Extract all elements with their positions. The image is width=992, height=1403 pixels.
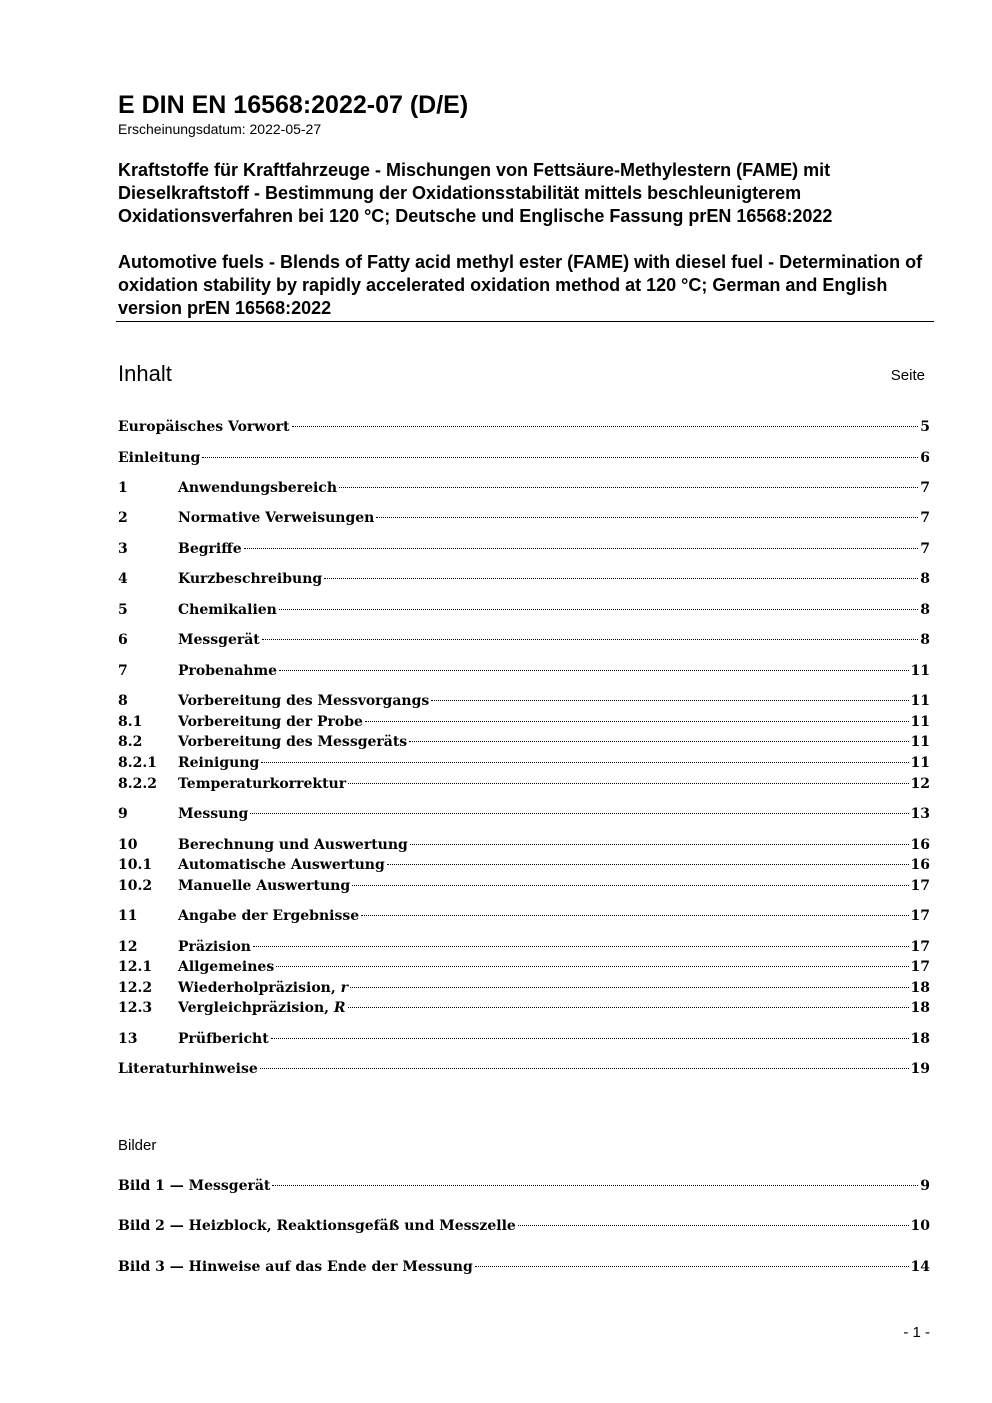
toc-entry-symbol: r — [340, 980, 348, 996]
toc-entry-number: 7 — [118, 663, 128, 679]
toc-entry[interactable] — [118, 732, 930, 752]
toc-entry-number: 8.2.1 — [118, 755, 157, 771]
toc-entry-number: 1 — [118, 480, 128, 496]
toc-entry-title: Chemikalien — [178, 602, 277, 618]
toc-entry[interactable] — [118, 661, 930, 681]
toc-entry-number: 12.2 — [118, 980, 153, 996]
toc-entry-number: 4 — [118, 571, 128, 587]
figures-heading: Bilder — [118, 1137, 157, 1154]
toc-entry-title: Einleitung — [118, 450, 201, 466]
toc-entry-title: Wiederholpräzision, r — [178, 980, 348, 996]
dot-leader — [376, 517, 918, 518]
title-english: Automotive fuels - Blends of Fatty acid methyl ester (FAME) with diesel fuel - Determination of oxidation stability by rapidly accelerated oxidation method at 120 °C; German and English version prEN 16568:2022 — [118, 252, 923, 318]
toc-entry-page: 13 — [910, 806, 930, 822]
toc-entry[interactable] — [118, 691, 930, 711]
dot-leader — [387, 864, 909, 865]
toc-entry[interactable] — [118, 478, 930, 498]
toc-entry-page: 17 — [910, 939, 930, 955]
toc-entry[interactable] — [118, 448, 930, 468]
toc-entry-number: 8.2 — [118, 734, 143, 750]
toc-entry-title: Messung — [178, 806, 249, 822]
toc-entry-title: Präzision — [178, 939, 251, 955]
toc-entry-page: 18 — [910, 1000, 930, 1016]
dot-leader — [365, 721, 909, 722]
toc-entry-page: 18 — [910, 980, 930, 996]
toc-entry-page: 11 — [910, 663, 930, 679]
toc-entry-title: Literaturhinweise — [118, 1061, 258, 1077]
toc-entry-page: 11 — [910, 714, 930, 730]
figure-entry-page: 9 — [920, 1178, 930, 1194]
toc-entry-number: 9 — [118, 806, 128, 822]
toc-entry-title: Europäisches Vorwort — [118, 419, 290, 435]
toc-entry-page: 7 — [920, 541, 930, 557]
toc-entry-title: Normative Verweisungen — [178, 510, 375, 526]
toc-entry[interactable] — [118, 508, 930, 528]
toc-entry[interactable] — [118, 774, 930, 794]
toc-entry-page: 11 — [910, 734, 930, 750]
toc-entry-title: Automatische Auswertung — [178, 857, 385, 873]
toc-entry[interactable] — [118, 876, 930, 896]
toc-entry-title: Probenahme — [178, 663, 278, 679]
toc-entry-title: Begriffe — [178, 541, 242, 557]
figure-entry-page: 10 — [910, 1218, 930, 1234]
toc-entry-number: 12 — [118, 939, 138, 955]
dot-leader — [279, 670, 908, 671]
dot-leader — [410, 844, 909, 845]
toc-entry[interactable] — [118, 630, 930, 650]
toc-entry-number: 10.1 — [118, 857, 153, 873]
dot-leader — [271, 1038, 909, 1039]
toc-entry-page: 11 — [910, 693, 930, 709]
dot-leader — [276, 966, 908, 967]
dot-leader — [361, 915, 908, 916]
page-number: - 1 - — [903, 1324, 930, 1341]
toc-entry-title: Prüfbericht — [178, 1031, 269, 1047]
toc-entry-page: 8 — [920, 571, 930, 587]
dot-leader — [431, 700, 908, 701]
dot-leader — [518, 1225, 909, 1226]
toc-entry-number: 2 — [118, 510, 128, 526]
dot-leader — [244, 548, 919, 549]
toc-entry-page: 11 — [910, 755, 930, 771]
toc-entry-page: 5 — [920, 419, 930, 435]
toc-entry-page: 16 — [910, 857, 930, 873]
toc-entry-title: Vergleichpräzision, R — [178, 1000, 346, 1016]
toc-entry[interactable] — [118, 906, 930, 926]
figure-entry[interactable] — [118, 1216, 930, 1236]
dot-leader — [350, 987, 909, 988]
toc-page-column-label: Seite — [890, 367, 925, 384]
title-german: Kraftstoffe für Kraftfahrzeuge - Mischungen von Fettsäure-Methylestern (FAME) mit Dieselkraftstoff - Bestimmung der Oxidationsstabilität mittels beschleunigterem Oxidationsverfahren bei 120 °C; Deutsche und Englische Fassung prEN 16568:2022 — [118, 160, 833, 226]
figure-entry-title: Bild 1 — Messgerät — [118, 1178, 271, 1194]
toc-entry-number: 10 — [118, 837, 138, 853]
toc-entry-number: 5 — [118, 602, 128, 618]
toc-entry-number: 11 — [118, 908, 138, 924]
toc-entry-page: 6 — [920, 450, 930, 466]
toc-entry-title: Vorbereitung der Probe — [178, 714, 363, 730]
toc-entry-page: 7 — [920, 510, 930, 526]
toc-entry-number: 12.1 — [118, 959, 153, 975]
dot-leader — [339, 487, 918, 488]
figure-entry[interactable] — [118, 1257, 930, 1277]
toc-entry[interactable] — [118, 937, 930, 957]
toc-entry-number: 6 — [118, 632, 128, 648]
toc-entry-page: 17 — [910, 908, 930, 924]
standard-identifier: E DIN EN 16568:2022-07 (D/E) — [118, 91, 469, 119]
toc-entry-number: 3 — [118, 541, 128, 557]
toc-entry[interactable] — [118, 835, 930, 855]
toc-entry[interactable] — [118, 957, 930, 977]
toc-entry-title: Angabe der Ergebnisse — [178, 908, 360, 924]
toc-entry-page: 8 — [920, 632, 930, 648]
toc-entry[interactable] — [118, 539, 930, 559]
title-divider — [116, 321, 934, 322]
toc-entry-number: 13 — [118, 1031, 138, 1047]
dot-leader — [352, 885, 908, 886]
figure-entry-page: 14 — [910, 1259, 930, 1275]
toc-entry-number: 8.2.2 — [118, 776, 157, 792]
toc-entry-page: 16 — [910, 837, 930, 853]
toc-entry[interactable] — [118, 600, 930, 620]
toc-entry[interactable] — [118, 753, 930, 773]
toc-entry[interactable] — [118, 804, 930, 824]
toc-entry-page: 12 — [910, 776, 930, 792]
dot-leader — [261, 762, 908, 763]
toc-entry-title: Vorbereitung des Messgeräts — [178, 734, 408, 750]
dot-leader — [272, 1185, 918, 1186]
release-date: Erscheinungsdatum: 2022-05-27 — [118, 121, 322, 137]
dot-leader — [253, 946, 909, 947]
toc-entry-title: Anwendungsbereich — [178, 480, 337, 496]
toc-entry-number: 12.3 — [118, 1000, 153, 1016]
toc-entry[interactable] — [118, 569, 930, 589]
toc-entry-title: Manuelle Auswertung — [178, 878, 351, 894]
toc-entry-title: Allgemeines — [178, 959, 275, 975]
figure-entry-title: Bild 2 — Heizblock, Reaktionsgefäß und Messzelle — [118, 1218, 516, 1234]
toc-entry-title: Vorbereitung des Messvorgangs — [178, 693, 430, 709]
toc-entry[interactable] — [118, 978, 930, 998]
dot-leader — [202, 457, 918, 458]
dot-leader — [250, 813, 908, 814]
toc-heading: Inhalt — [118, 361, 172, 386]
toc-entry-page: 7 — [920, 480, 930, 496]
figure-entry-title: Bild 3 — Hinweise auf das Ende der Messung — [118, 1259, 473, 1275]
dot-leader — [262, 639, 918, 640]
toc-entry-page: 19 — [910, 1061, 930, 1077]
toc-entry-title: Messgerät — [178, 632, 260, 648]
toc-entry-symbol: R — [333, 1000, 346, 1016]
toc-entry[interactable] — [118, 712, 930, 732]
toc-entry[interactable] — [118, 998, 930, 1018]
dot-leader — [279, 609, 918, 610]
dot-leader — [292, 426, 919, 427]
toc-entry[interactable] — [118, 1059, 930, 1079]
dot-leader — [409, 741, 908, 742]
toc-entry-page: 17 — [910, 959, 930, 975]
toc-entry[interactable] — [118, 417, 930, 437]
toc-entry-title: Reinigung — [178, 755, 260, 771]
dot-leader — [324, 578, 918, 579]
toc-entry-number: 10.2 — [118, 878, 153, 894]
dot-leader — [348, 783, 908, 784]
toc-entry[interactable] — [118, 1029, 930, 1049]
toc-entry-number: 8.1 — [118, 714, 143, 730]
toc-entry[interactable] — [118, 855, 930, 875]
toc-entry-number: 8 — [118, 693, 128, 709]
toc-entry-page: 18 — [910, 1031, 930, 1047]
toc-entry-page: 8 — [920, 602, 930, 618]
toc-entry-page: 17 — [910, 878, 930, 894]
toc-entry-title: Berechnung und Auswertung — [178, 837, 408, 853]
dot-leader — [348, 1007, 909, 1008]
dot-leader — [475, 1266, 909, 1267]
figure-entry[interactable] — [118, 1176, 930, 1196]
toc-entry-title: Temperaturkorrektur — [178, 776, 347, 792]
toc-entry-title: Kurzbeschreibung — [178, 571, 323, 587]
dot-leader — [260, 1068, 909, 1069]
